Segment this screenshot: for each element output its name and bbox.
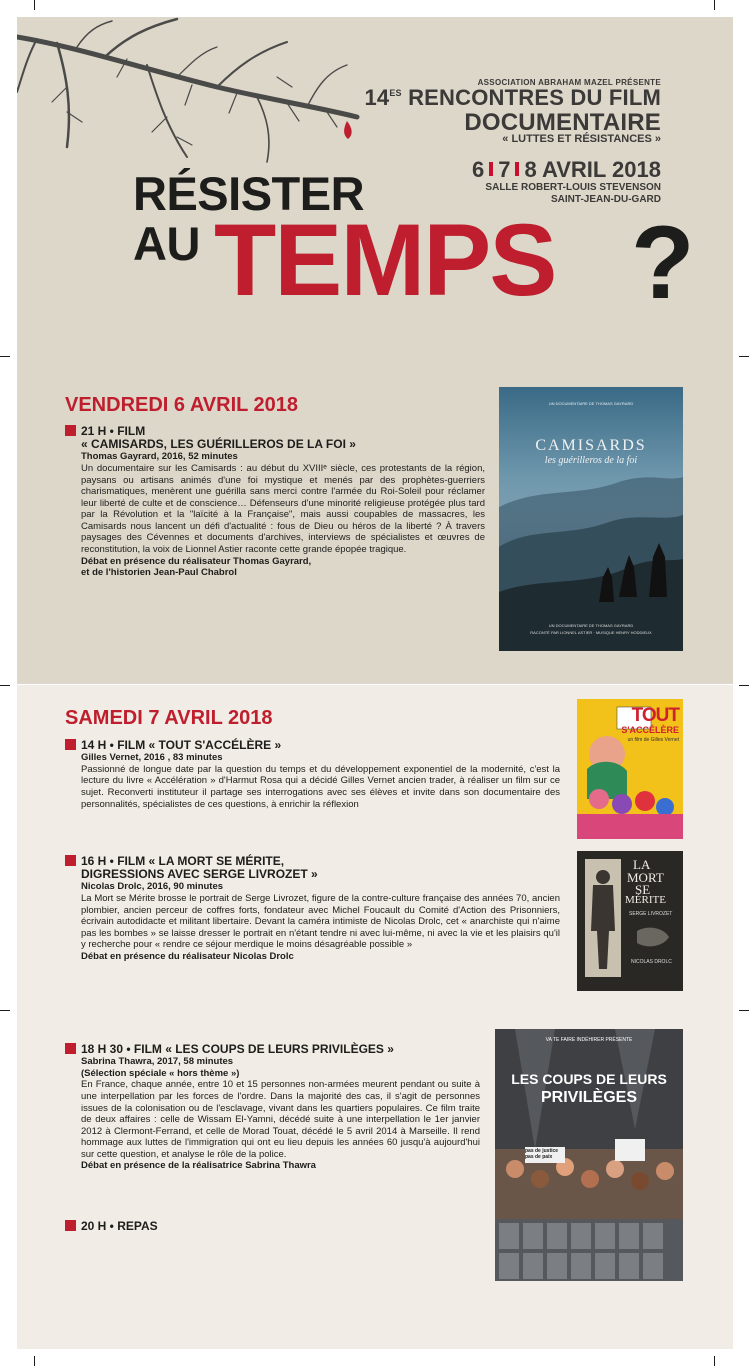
town: SAINT-JEAN-DU-GARD	[551, 194, 661, 205]
poster-title: LES COUPS DE LEURS	[511, 1071, 667, 1087]
les-coups-de-leurs-privileges-poster	[495, 1029, 683, 1281]
event-tout-saccelere	[65, 739, 560, 810]
friday-heading: VENDREDI 6 AVRIL 2018	[65, 394, 299, 416]
bullet-square-icon	[65, 855, 76, 866]
bullet-square-icon	[65, 739, 76, 750]
event-la-mort-se-merite	[65, 855, 560, 962]
title-au: AU	[133, 217, 200, 270]
title-temps: TEMPS	[214, 203, 556, 317]
poster-subtitle: un film de Gilles Vernet	[627, 737, 679, 743]
poster-title: CAMISARDS	[535, 437, 647, 454]
event-title: 16 H • FILM « LA MORT SE MÉRITE,	[65, 855, 560, 868]
poster-title-2: PRIVILÈGES	[540, 1089, 638, 1106]
tree-branch-illustration	[17, 17, 377, 167]
event-film-title: « CAMISARDS, LES GUÉRILLEROS DE LA FOI »	[81, 437, 356, 452]
poster-title-la: LA	[633, 857, 651, 872]
camisards-poster	[499, 387, 683, 651]
event-meta: Sabrina Thawra, 2017, 58 minutes	[81, 1056, 234, 1068]
poster-title: TOUT	[631, 705, 679, 726]
poster-title-se: SE	[635, 882, 651, 897]
event-debate: Débat en présence de la réalisatrice Sabrina Thawra	[81, 1160, 316, 1172]
event-meta: Gilles Vernet, 2016 , 83 minutes	[81, 752, 223, 764]
venue: SALLE ROBERT-LOUIS STEVENSON	[485, 182, 661, 193]
saturday-panel	[17, 685, 733, 1349]
la-mort-se-merite-poster	[577, 851, 683, 991]
poster-title-merite: MÉRITE	[625, 894, 666, 906]
poster-title-mort: MORT	[627, 870, 664, 885]
red-leaf-icon	[344, 121, 352, 139]
poster-sign: pas de justice pas de paix	[525, 1148, 559, 1160]
event-debate-2: et de l'historien Jean-Paul Chabrol	[81, 567, 237, 579]
tout-saccelere-poster	[577, 699, 683, 839]
title-question-mark: ?	[631, 205, 695, 321]
title-resister: RÉSISTER	[133, 167, 365, 220]
poster-subtitle: SERGE LIVROZET	[629, 911, 673, 917]
festival-line1: $14^{ES}$ RENCONTRES DU FILM	[364, 85, 661, 110]
presenter-line: ASSOCIATION ABRAHAM MAZEL PRÉSENTE	[477, 78, 661, 87]
event-description: Passionné de longue date par la question du temps et du développement exponentiel de la modernité, c'est la lecture du livre « Accélération » d'Harmut Rosa qui a décidé Gilles Vernet ancien trader, à réaliser un film sur ce sujet. Reconverti instituteur il partage ses interrogations avec ses élèves et invite dans son documentaire des personnalités, spécialistes de ces questions, à enrichir la réflexion	[81, 763, 560, 810]
event-selection: (Sélection spéciale « hors thème »)	[81, 1067, 240, 1079]
event-title: 18 H 30 • FILM « LES COUPS DE LEURS PRIVILÈGES »	[65, 1043, 480, 1056]
festival-tagline: « LUTTES ET RÉSISTANCES »	[502, 133, 661, 145]
event-description: Un documentaire sur les Camisards : au début du XVIIIᵉ siècle, ces protestants de la région, paysans ou artisans animés d'une foi mystique et menés par des prophètes-guerriers charismatiques, menèrent une guérilla sans merci contre l'armée du Roi-Soleil pour réclamer leur liberté de culte et de conscience… Défenseurs d'une minorité religieuse protégée plus tard par la Révolution et la "laïcité à la Française", mais aussi coupables de massacres, les Camisards nous lancent un défi d'actualité : fous de Dieu ou héros de la liberté ? À travers paysages des Cévennes et documents d'archives, interviews de spécialistes et œuvres de reconstitution, la voix de Lionnel Astier raconte cette grande épopée tragique.	[81, 462, 485, 555]
event-debate: Débat en présence du réalisateur Nicolas Drolc	[81, 950, 294, 962]
saturday-heading: SAMEDI 7 AVRIL 2018	[65, 707, 273, 729]
event-meal: 20 H • REPAS	[65, 1220, 158, 1233]
friday-panel	[17, 17, 733, 684]
festival-line2: DOCUMENTAIRE	[464, 109, 661, 136]
event-title: 21 H • FILM	[65, 425, 485, 438]
event-camisards	[65, 425, 485, 579]
poster-top-credit: VA TE FAIRE INDÉHIRER PRÉSENTE	[545, 1037, 633, 1043]
poster-credits-2: RACONTÉ PAR LIONNEL ASTIER · MUSIQUE HENRY HODDIEUX	[530, 630, 652, 635]
event-description: En France, chaque année, entre 10 et 15 personnes non-armées meurent pendant ou suite à une interpellation par les forces de l'ordre. Dans la majorité des cas, il s'agit de personnes issues de la colonisation ou de l'esclavage, vivant dans les quartiers populaires. Ce film traite de deux affaires : celle de Wissam El-Yamni, décédé suite à une interpellation le 1er janvier 2012 à Clermont-Ferrand, et celle de Morad Touat, décédé le 5 avril 2014 à Marseille. Il rend hommage aux luttes de l'immigration qui ont eu lieu depuis les années 60 jusqu'à aujourd'hui sur cette question, et analyse le rôle de la police.	[81, 1079, 480, 1160]
event-title: 14 H • FILM « TOUT S'ACCÉLÈRE »	[65, 739, 560, 752]
bullet-square-icon	[65, 425, 76, 436]
poster-title-2: S'ACCÉLÈRE	[621, 725, 679, 735]
event-description: La Mort se Mérite brosse le portrait de Serge Livrozet, figure de la contre-culture française des années 70, ancien plombier, ancien perceur de coffres forts, fondateur avec Michel Foucault du Comité d'Action des Prisonniers, écrivain autodidacte et militant libertaire. Devant la caméra intimiste de Nicolas Drolc, cet « anarchiste qui n'aime pas les bombes » se laisse dresser le portrait en n'étant tendre ni avec lui-même, ni avec la vie et les plaisirs qu'il y recherche pour « rendre ce séjour merdique le moins désagréable possible »	[81, 892, 560, 951]
event-meta: Thomas Gayrard, 2016, 52 minutes	[81, 451, 238, 463]
poster-director: NICOLAS DROLC	[631, 959, 672, 965]
festival-dates: 6 7 8 AVRIL 2018	[471, 157, 661, 182]
poster-credits: UN DOCUMENTAIRE DE THOMAS GAYRARD	[548, 623, 634, 628]
bullet-square-icon	[65, 1043, 76, 1054]
event-meta: Nicolas Drolc, 2016, 90 minutes	[81, 881, 224, 893]
bullet-square-icon	[65, 1220, 76, 1231]
poster-subtitle: les guérilleros de la foi	[544, 455, 638, 466]
event-les-coups-de-leurs-privileges	[65, 1043, 480, 1172]
event-debate: Débat en présence du réalisateur Thomas Gayrard,	[81, 555, 312, 567]
poster-top-credit: UN DOCUMENTAIRE DE THOMAS GAYRARD	[548, 401, 634, 406]
event-title-2: DIGRESSIONS AVEC SERGE LIVROZET »	[81, 867, 318, 882]
